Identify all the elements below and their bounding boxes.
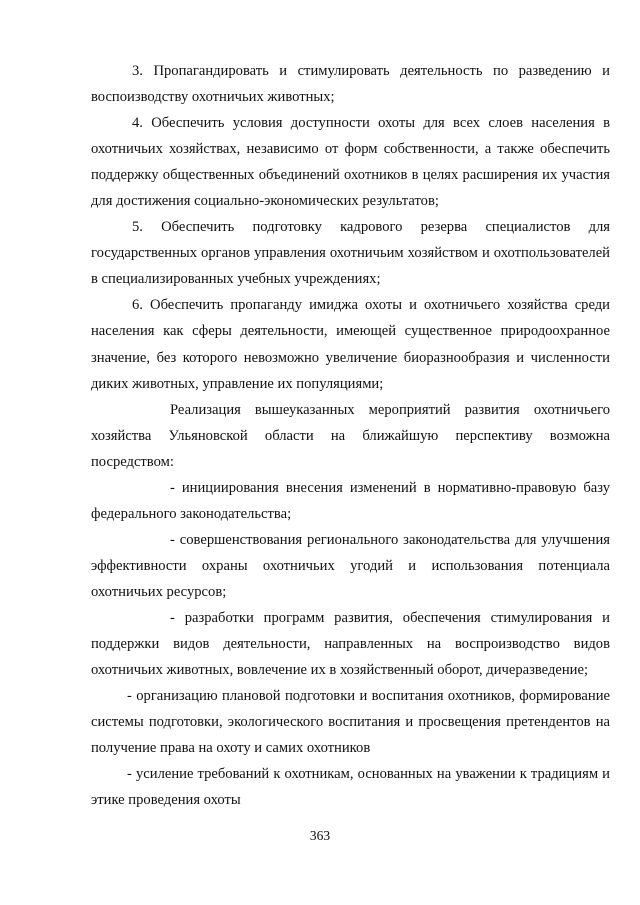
paragraph-item-3: 3. Пропагандировать и стимулировать деятельность по разведению и воспоизводству охотничьих животных; xyxy=(91,63,610,106)
paragraph-item-5: 5. Обеспечить подготовку кадрового резерва специалистов для государственных органов управления охотничьим хозяйством и охотпользователей в специализированных учебных учреждениях; xyxy=(91,219,610,288)
paragraph-implementation-intro: Реализация вышеуказанных мероприятий развития охотничьего хозяйства Ульяновской области на ближайшую перспективу возможна посредством: xyxy=(91,401,610,470)
bullet-development-programs: - разработки программ развития, обеспечения стимулирования и поддержки видов деятельности, направленных на воспроизводство видов охотничьих животных, вовлечение их в хозяйственный оборот, дичеразведение; xyxy=(91,609,610,679)
bullet-hunter-requirements: - усиление требований к охотникам, основанных на уважении к традициям и этике проведения охоты xyxy=(91,766,610,809)
paragraph-item-6: 6. Обеспечить пропаганду имиджа охоты и охотничьего хозяйства среди населения как сферы деятельности, имеющей существенное природоохранное значение, без которого невозможно увеличение биоразнообразия и численности диких животных, управление их популяциями; xyxy=(91,297,610,392)
bullet-regional-legislation: - совершенствования регионального законодательства для улучшения эффективности охраны охотничьих угодий и использования потенциала охотничьих ресурсов; xyxy=(91,531,610,600)
bullet-legislation-changes: - инициирования внесения изменений в нормативно-правовую базу федерального законодательства; xyxy=(91,479,610,522)
paragraph-item-4: 4. Обеспечить условия доступности охоты для всех слоев населения в охотничьих хозяйствах, независимо от форм собственности, а также обеспечить поддержку общественных объединений охотников в целях расширения их участия для достижения социально-экономических результатов; xyxy=(91,115,610,210)
bullet-hunter-training: - организацию плановой подготовки и воспитания охотников, формирование системы подготовки, экологического воспитания и просвещения претендентов на получение права на охоту и самих охотников xyxy=(91,688,610,757)
document-body xyxy=(91,58,610,813)
page-number: 363 xyxy=(309,828,331,843)
